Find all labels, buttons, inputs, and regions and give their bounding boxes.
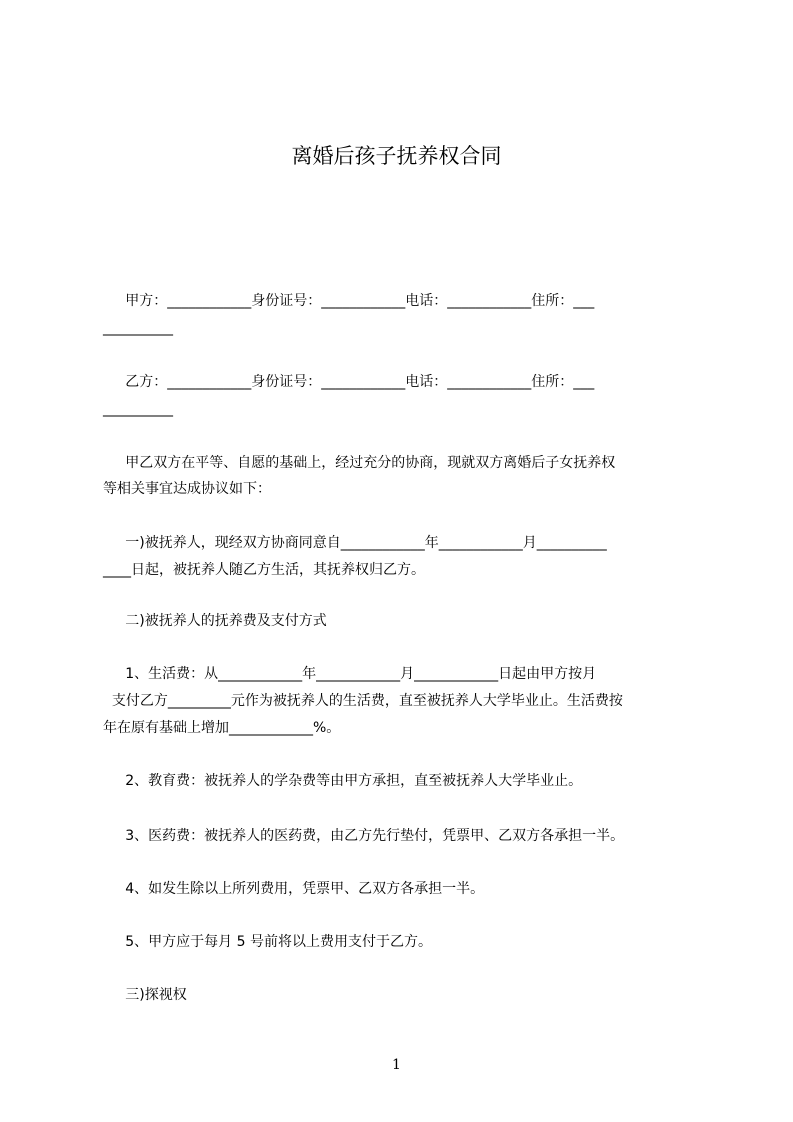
clause-2-heading: 二)被抚养人的抚养费及支付方式	[103, 613, 327, 629]
party-a-line: 甲方：____________身份证号：____________电话：____________住所：___	[103, 293, 595, 309]
party-b-line-continued: __________	[103, 401, 173, 417]
education-expense-line: 2、教育费：被抚养人的学杂费等由甲方承担，直至被抚养人大学毕业止。	[103, 773, 583, 789]
payment-date-line: 5、甲方应于每月 5 号前将以上费用支付于乙方。	[103, 934, 432, 950]
party-a-line-continued: __________	[103, 320, 173, 336]
page-number: 1	[392, 1057, 401, 1073]
living-expense-line-2: 支付乙方_________元作为被抚养人的生活费，直至被抚养人大学毕业止。生活费按	[103, 693, 623, 709]
living-expense-line-3: 年在原有基础上增加____________%。	[103, 720, 341, 736]
medical-expense-line: 3、医药费：被抚养人的医药费，由乙方先行垫付，凭票甲、乙双方各承担一半。	[103, 828, 625, 844]
clause-1-line-1: 一)被抚养人，现经双方协商同意自____________年____________月__________	[103, 535, 607, 551]
living-expense-line-1: 1、生活费：从____________年____________月____________日起由甲方按月	[103, 666, 597, 682]
clause-1-line-2: ____日起，被抚养人随乙方生活，其抚养权归乙方。	[103, 562, 425, 578]
preamble-line-1: 甲乙双方在平等、自愿的基础上，经过充分的协商，现就双方离婚后子女抚养权	[103, 455, 616, 471]
other-expense-line: 4、如发生除以上所列费用，凭票甲、乙双方各承担一半。	[103, 881, 485, 897]
party-b-line: 乙方：____________身份证号：____________电话：____________住所：___	[103, 374, 595, 390]
preamble-line-2: 等相关事宜达成协议如下：	[103, 481, 271, 497]
clause-3-heading: 三)探视权	[103, 987, 187, 1003]
document-title: 离婚后孩子抚养权合同	[291, 144, 502, 168]
